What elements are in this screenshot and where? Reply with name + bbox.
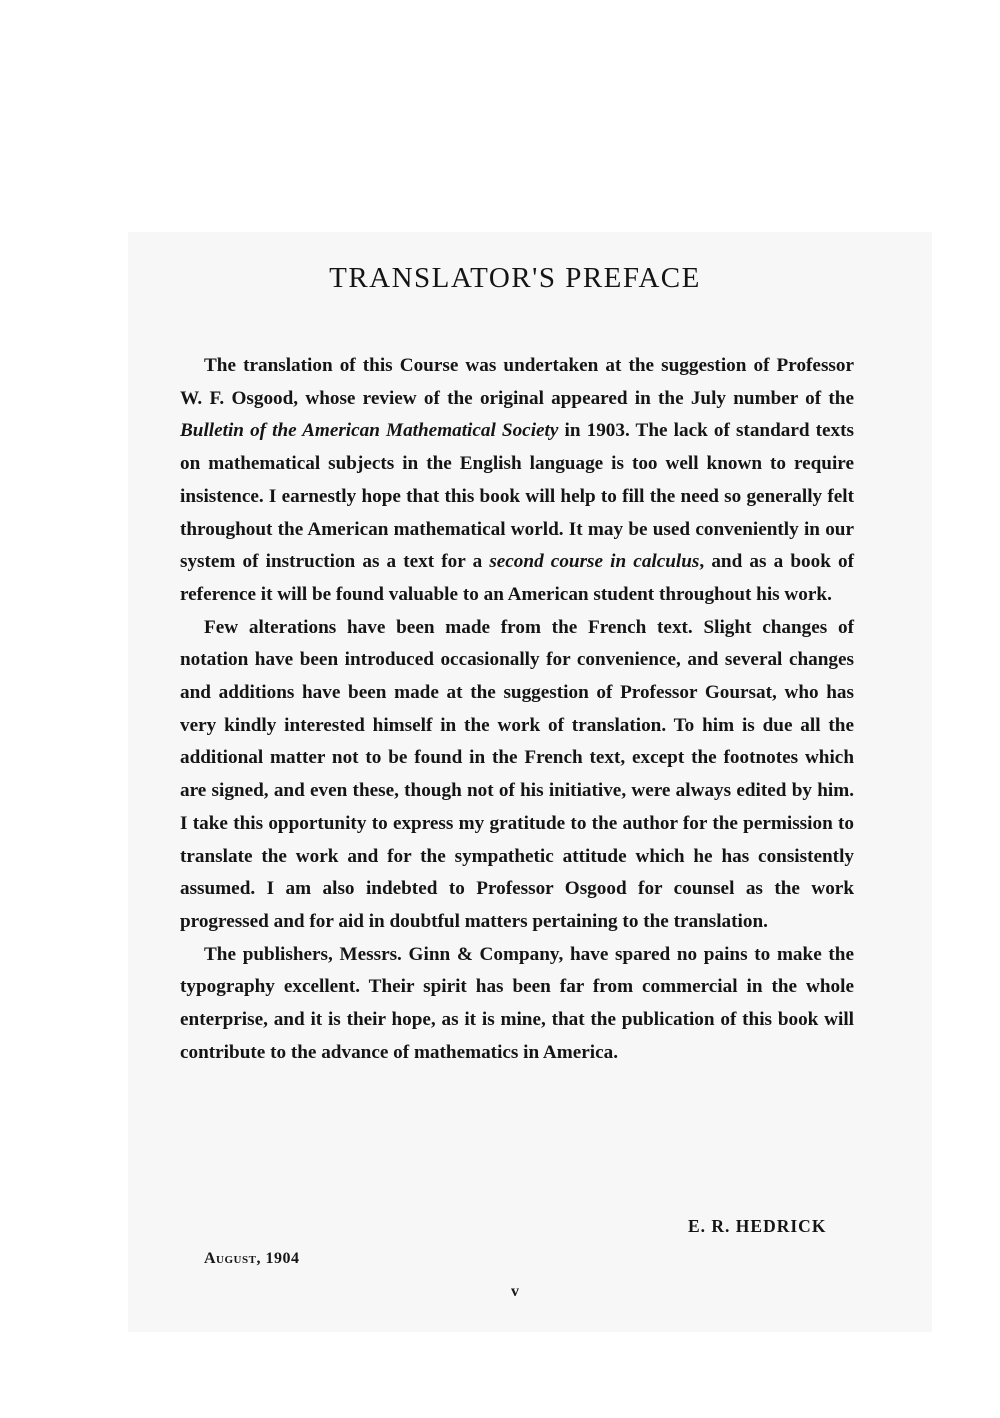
signature: E. R. HEDRICK <box>688 1216 827 1236</box>
paragraph-1-text: The translation of this Course was undertaken at the suggestion of Professor W. F. Osgood, whose review of the original appeared in the July number of the <box>180 355 854 409</box>
date-line: August, 1904 <box>204 1250 300 1267</box>
paragraph-1-text-cont: in 1903. The lack of standard texts on mathematical subjects in the English language is too well known to require insistence. I earnestly hope that this book will help to fill the need so generally felt throughout the American mathematical world. It may be used conveniently in our system of instruction as a text for a <box>180 420 855 573</box>
course-name-italic: second course in calculus <box>489 551 700 573</box>
paragraph-3 <box>180 939 854 1070</box>
paragraph-1 <box>180 350 854 612</box>
page-number: v <box>511 1283 519 1300</box>
journal-title-italic: Bulletin of the American Mathematical Society <box>180 420 559 442</box>
page-title: TRANSLATOR'S PREFACE <box>329 262 701 294</box>
paragraph-1-text-end: , and as a book of reference it will be found valuable to an American student throughout his work. <box>180 551 854 605</box>
paragraph-3-text: The publishers, Messrs. Ginn & Company, have spared no pains to make the typography excellent. Their spirit has been far from commercial in the whole enterprise, and it is their hope, as it is mine, that the publication of this book will contribute to the advance of mathematics in America. <box>180 943 854 1063</box>
paragraph-2-text: Few alterations have been made from the French text. Slight changes of notation have been introduced occasionally for convenience, and several changes and additions have been made at the suggestion of Professor Goursat, who has very kindly interested himself in the work of translation. To him is due all the additional matter not to be found in the French text, except the footnotes which are signed, and even these, though not of his initiative, were always edited by him. I take this opportunity to express my gratitude to the author for the permission to translate the work and for the sympathetic attitude which he has consistently assumed. I am also indebted to Professor Osgood for counsel as the work progressed and for aid in doubtful matters pertaining to the translation. <box>180 616 854 932</box>
paragraph-2 <box>180 612 854 939</box>
preface-body <box>180 350 854 1069</box>
